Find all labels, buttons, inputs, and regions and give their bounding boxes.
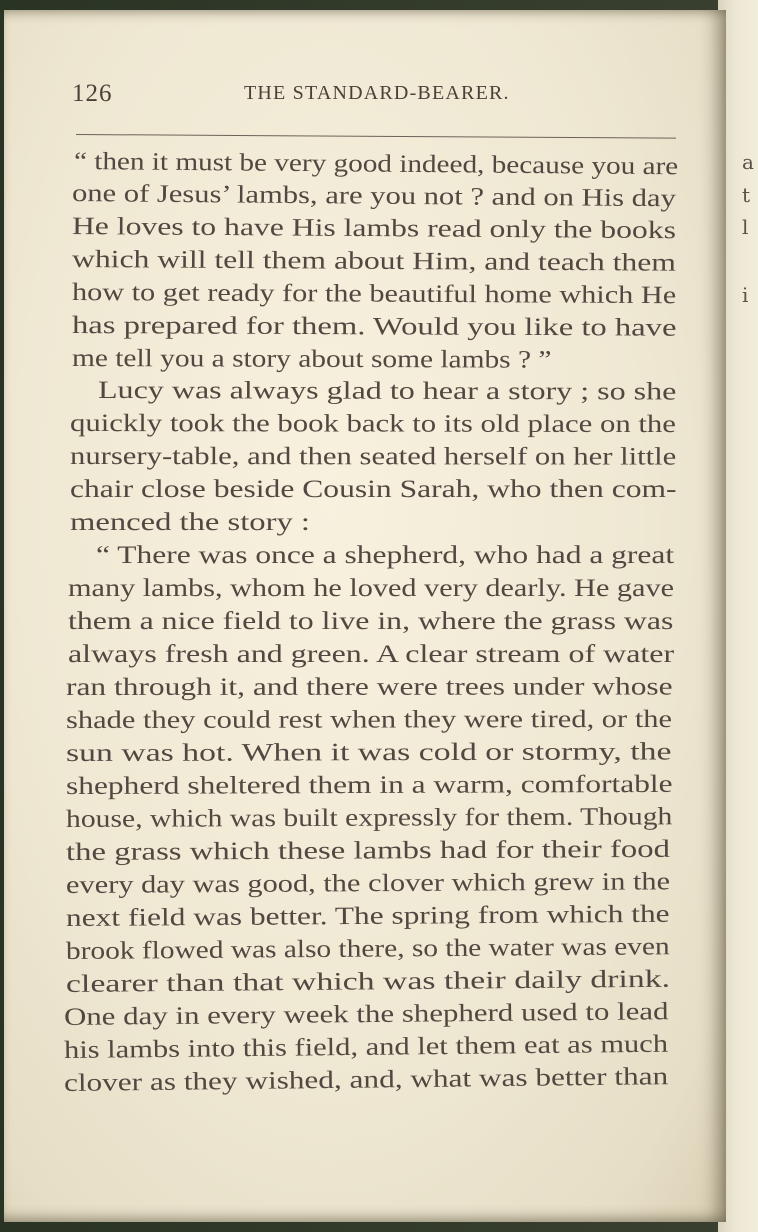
text-line: sun was hot. When it was cold or stormy, the — [65, 738, 672, 767]
text-line: has prepared for them. Would you like to have — [71, 312, 677, 342]
text-line: clover as they wished, and, what was better than — [63, 1063, 669, 1097]
text-line: “ There was once a shepherd, who had a great — [96, 542, 675, 569]
text-line: He loves to have His lambs read only the books — [71, 213, 677, 245]
text-line: one of Jesus’ lambs, are you not ? and on His day — [71, 180, 676, 213]
text-line: his lambs into this field, and let them eat as much — [63, 1030, 669, 1064]
text-line: ran through it, and there were trees under whose — [65, 673, 673, 701]
adjacent-page-fragment: t — [742, 183, 751, 207]
adjacent-page-fragment: a — [742, 150, 754, 174]
text-line: always fresh and green. A clear stream of water — [68, 641, 675, 668]
text-line: next field was better. The spring from which the — [65, 900, 670, 932]
text-line: them a nice field to live in, where the grass was — [68, 608, 674, 635]
running-title: THE STANDARD-BEARER. — [244, 82, 510, 104]
adjacent-page-fragment: l — [742, 215, 749, 239]
text-line: quickly took the book back to its old place on the — [69, 410, 676, 439]
text-line: how to get ready for the beautiful home which He — [71, 279, 677, 310]
text-line: clearer than that which was their daily drink. — [65, 965, 671, 998]
text-line: every day was good, the clover which grew in the — [65, 868, 671, 899]
book-page — [4, 10, 726, 1222]
text-line: shepherd sheltered them in a warm, comfortable — [65, 770, 673, 800]
text-line: Lucy was always glad to hear a story ; so she — [97, 377, 677, 406]
adjacent-page-fragment: i — [742, 283, 749, 307]
text-line: brook flowed was also there, so the water was even — [65, 933, 670, 965]
text-line: which will tell them about Him, and teach them — [71, 246, 677, 277]
body-text — [4, 10, 726, 1222]
text-line: the grass which these lambs had for their food — [65, 835, 671, 866]
text-line: me tell you a story about some lambs ? ” — [71, 345, 552, 374]
text-line: menced the story : — [70, 509, 310, 536]
page-number: 126 — [72, 80, 113, 107]
text-line: shade they could rest when they were tired, or the — [65, 705, 673, 734]
text-line: many lambs, whom he loved very dearly. He gave — [68, 575, 675, 602]
text-line: house, which was built expressly for them. Though — [65, 803, 673, 833]
text-line: nursery-table, and then seated herself on her little — [69, 443, 677, 471]
text-line: chair close beside Cousin Sarah, who then com- — [70, 476, 677, 503]
text-line: One day in every week the shepherd used to lead — [63, 998, 669, 1031]
text-line: “ then it must be very good indeed, because you are — [73, 148, 679, 181]
